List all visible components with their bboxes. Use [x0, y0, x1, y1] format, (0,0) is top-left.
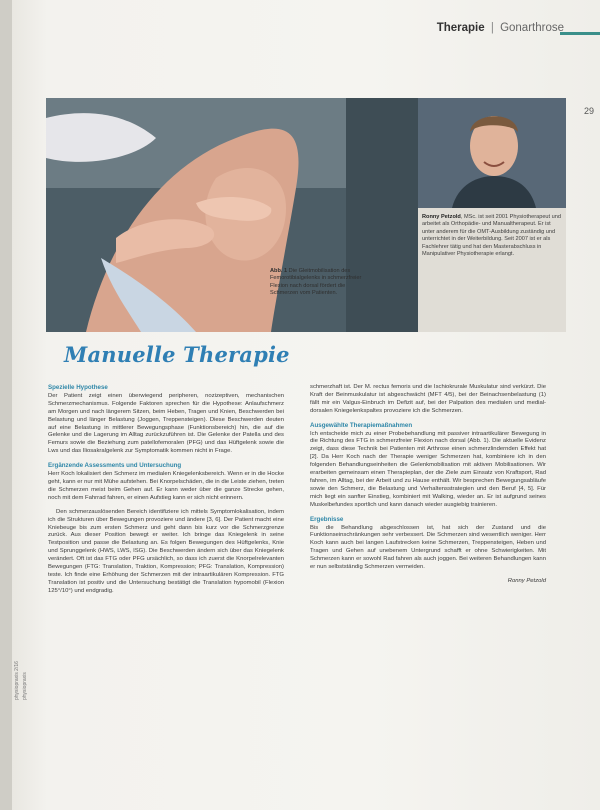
subheading: Ergänzende Assessments und Untersuchung: [48, 462, 182, 470]
subheading: Ergebnisse: [310, 515, 344, 523]
margin-note: physiopraxis 2/16: [14, 661, 20, 700]
left-column: [48, 384, 284, 602]
author-name: Ronny Petzold: [422, 214, 461, 220]
paragraph: Bis die Behandlung abgeschlossen ist, hat sich der Zustand und die Funktionseinschränkungen sehr verbessert. Die Schmerzen sind wesentlich weniger. Herr Koch kann auch bei langen Laufstrecken keine Schmerzen, Treppensteigen, Heben und Tragen und Gehen auf unebenem Untergrund schafft er ohne Schwierigkeiten. Mit Schmerzen kann er sowohl Rad fahren als auch joggen. Bei weiteren Behandlungen kann er nun selbstständig Schmerzen vermeiden.: [310, 524, 546, 571]
page-number: 29: [583, 106, 594, 116]
header-separator: |: [490, 22, 494, 34]
subheading: Ausgewählte Therapiemaßnahmen: [310, 421, 413, 429]
right-column: [310, 384, 546, 586]
caption-label: Abb. 1: [270, 268, 288, 274]
margin-note: physiopraxis: [22, 672, 28, 700]
header-section: Therapie: [436, 22, 485, 34]
subheading: Spezielle Hypothese: [48, 384, 108, 391]
paragraph: Herr Koch lokalisiert den Schmerz im medialen Kniegelenksbereich. Wenn er in die Hocke geht, kann er nur mit Mühe aufstehen. Bei Knorpelschäden, die in die Leiste ziehen, treten die Schmerzen meist beim Gehen auf. Er kann weder über die ganze Strecke gehen, noch mit dem Fahrrad fahren, er einen Aufstieg kann er sich nicht erinnern.: [48, 471, 284, 501]
author-box: [418, 98, 566, 332]
paragraph: Den schmerzauslösenden Bereich identifiziere ich mittels Symptomlokalisation, indem ich die Strukturen über Bewegungen provoziere und ändere [3, 6]. Der Patient macht eine Kniebeuge bis zum ersten Schmerz und geht dann bis kurz vor die Schmerzgrenze zurück. Aus dieser Position bewegt er weiter. Ich bringe das Kniegelenk in seine Testposition und passe die Belastung an. Es folgen Bewegungen des Hüftgelenks, Knie und Sprunggelenk (HWS, LWS, ISG). Die Beschwerden ändern sich über das Kniegelenk verändert. Oft ist das FTG oder PFG ursächlich, so dass ich zuerst die Knorpelrelevanten Bewegungen (FTG: Translation, Traktion, Kompression; PFG: Translation, Kompression) teste. Ich finde eine Erhöhung der Schmerzen mit der intraartikulären Kompression. FTG Translation ist positiv und die Untersuchung bestätigt die Translation hypomobil (Flexion 125°/10°) und endgradig.: [48, 508, 284, 594]
header-accent-rule: [560, 32, 600, 35]
author-portrait: [418, 98, 566, 208]
magazine-page: [12, 0, 600, 810]
section-title: Manuelle Therapie: [64, 342, 290, 367]
author-bio: Ronny Petzold, MSc. ist seit 2001 Physiotherapeut und arbeitet als Orthopädie- und Manualtherapeut. Er ist unter anderem für die OMT-Ausbildung zuständig und unterrichtet in der Weiterbildung. Seit 2007 ist er als Fachlehrer tätig und hat den Masterabschluss in Manipulativer Physiotherapie erlangt.: [422, 214, 561, 258]
header-topic: Gonarthrose: [500, 22, 564, 34]
author-signature: Ronny Petzold: [507, 577, 546, 584]
paragraph: Der Patient zeigt einen überwiegend peripheren, nozizeptiven, mechanischen Schmerzmechanismus. Folgende Faktoren sprechen für die Hypothese: Anlaufschmerz am Morgen und nach längerem Sitzen, beim Heben, Tragen und Knien, Beschwerden bei Belastung und länger Belastung (Joggen, Treppensteigen). Diese Beschwerden deuten auf eine Belastung in mittlerer Bewegungsphase (Funktionsbereich) hin, die auf die Gelenke und die Lagerung im Alltag zurückzuführen ist. Die Gelenke der Patella und des Femurs sowie die Beziehung zum patellofemoralen (PFG) und das Hüftgelenk sowie die Lws und das Iliosakralgelenk zur Symptomatik kommen nicht in Frage.: [48, 392, 284, 455]
paragraph: schmerzhaft ist. Der M. rectus femoris und die Ischiokrurale Muskulatur sind verkürzt. Die Kraft der Beinmuskulatur ist abgeschwächt (MFT 4/5), bei der Beinachsenbelastung (1) fällt mir ein Valgus-Einbruch im Defizit auf, bei der Palpation des medialen und medial-dorsalen Kniegelenkspaltes provoziere ich die Schmerzen.: [310, 384, 546, 414]
author-bio-text: MSc. ist seit 2001 Physiotherapeut und arbeitet als Orthopädie- und Manualtherapeut. Er ist unter anderem für die OMT-Ausbildung zuständig und unterrichtet in der Weiterbildung. Seit 2007 ist er als Fachlehrer tätig und hat den Masterabschluss in Manipulativer Physiotherapie erlangt.: [422, 214, 561, 258]
photo-caption: [270, 268, 375, 297]
caption-text: Die Gleitmobilisation des Femorotibialgelenks in schmerzfreier Flexion nach dorsal fördert die Schmerzen vom Patienten.: [270, 268, 362, 296]
running-header: [437, 22, 564, 34]
paragraph: Ich entscheide mich zu einer Probebehandlung mit passiver intraartikulärer Bewegung in die Richtung des FTG in schmerzfreier Flexion nach dorsal (Abb. 1). Die aktuelle Evidenz zeigt, dass diese Technik bei Patienten mit Arthrose einen schmerzlindernden Effekt hat [2]. Da Herr Koch nach der Therapie weniger Schmerzen hat, kombiniere ich in den folgenden Behandlungseinheiten die Gelenkmobilisation mit aktiven Mobilisationen. Wir erarbeiten gemeinsam einen Therapieplan, der die Ziele zum Einsatz von Kraftsport, Rad fahren, im Alltag, bei der Arbeit und zu Hause enthält. Wir besprechen Bewegungsabläufe sowie den Schmerz, die Belastung und Verhaltensstrategien und den Beruf [4, 5]. Für mich liegt ein sanfter Einstieg, kombiniert mit Walking, wieder an. Er ist aufgrund seines Muskelbefundes sportlich und kann danach wieder ausgiebig trainieren.: [310, 430, 546, 508]
